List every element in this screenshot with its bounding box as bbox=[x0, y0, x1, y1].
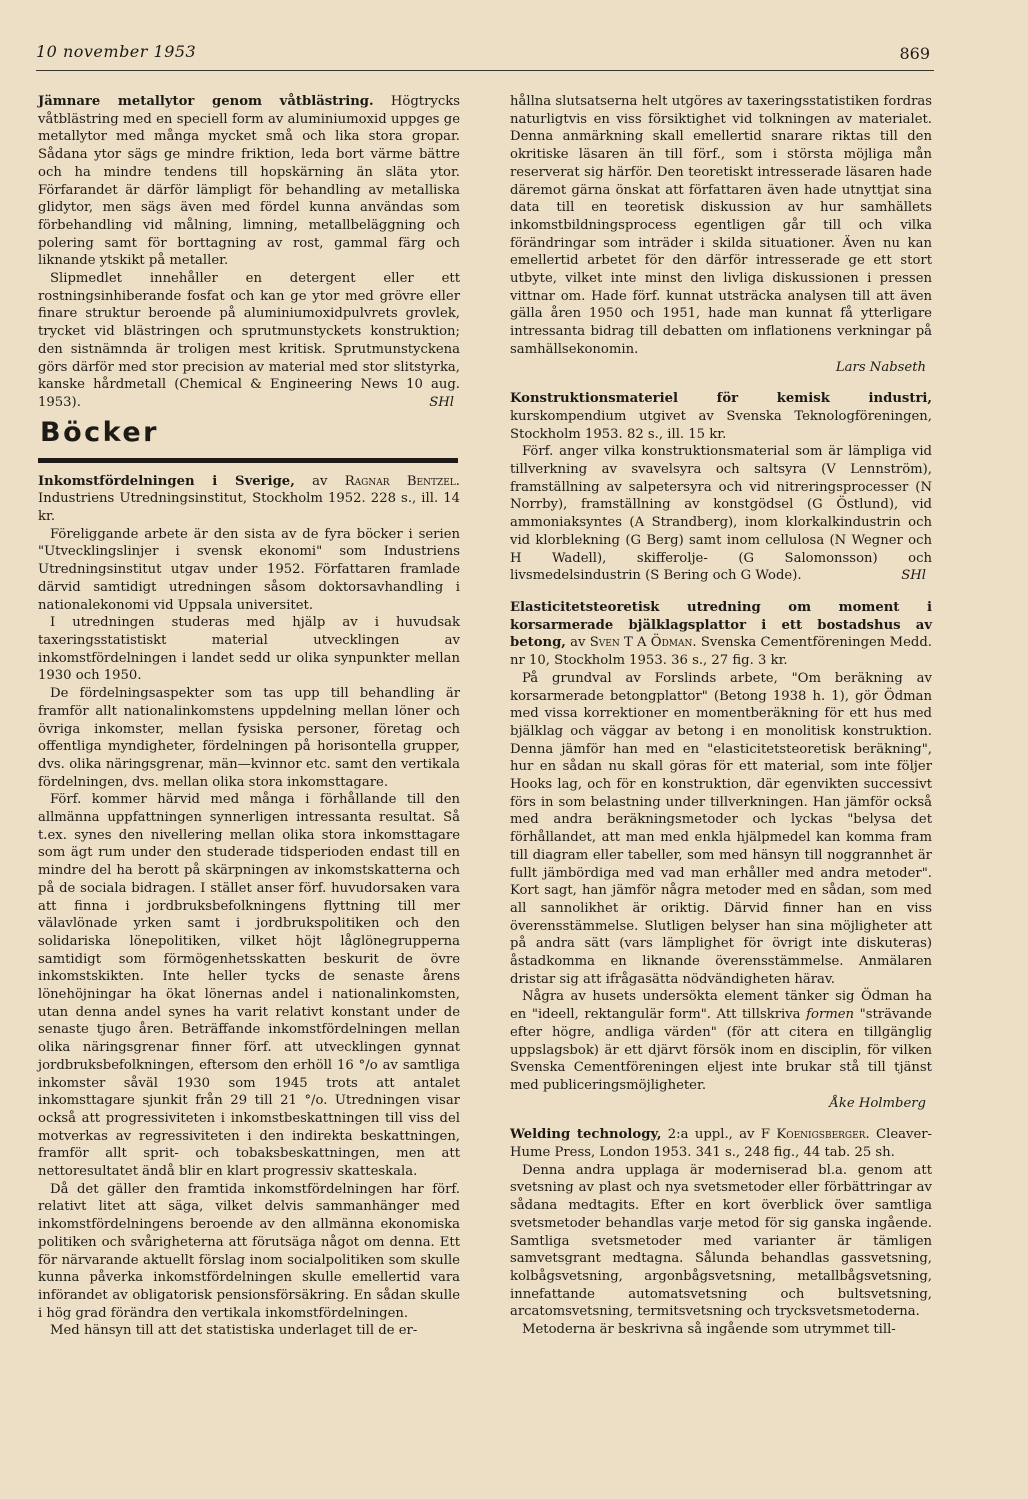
article-paragraph bbox=[38, 270, 460, 412]
book-publication: kurskompendium utgivet av Svenska Teknologföreningen, Stockholm 1953. 82 s., ill. 15 kr. bbox=[510, 408, 932, 442]
review-body: Förf. anger vilka konstruktionsmaterial som är lämpliga vid tillverkning av svavelsyra och saltsyra (V Lennström), framställning av salpetersyra och vid nitreringsprocesser (N Norrby), framställning av konstgödsel (G Östlund), vid ammoniaksyntes (A Strandberg), inom klorkalkindustrin och vid klorblekning (G Berg) samt inom cellulosa (N Wegner och H Wadell), skifferolje- (G Salomonsson) och livsmedelsindustrin (S Bering och G Wode). bbox=[510, 444, 932, 584]
emphasis: formen bbox=[806, 1007, 855, 1023]
review-paragraph: I utredningen studeras med hjälp av i huvudsak taxeringsstatistiskt material utvecklingen av inkomstfördelningen i landet sedd ur olika synpunkter mellan 1930 och 1950. bbox=[38, 615, 460, 684]
review-heading bbox=[510, 390, 932, 443]
byline-text: av bbox=[294, 473, 345, 489]
review-heading bbox=[510, 1126, 932, 1161]
review-paragraph: Föreliggande arbete är den sista av de fyra böcker i serien "Utvecklingslinjer i svensk ekonomi" som Industriens Utredningsinstitut utgav under 1952. Författaren framlade därvid samtidigt utredningen såsom doktorsavhandling i nationalekonomi vid Uppsala universitet. bbox=[38, 526, 460, 613]
page-number: 869 bbox=[899, 44, 930, 63]
page-header bbox=[36, 40, 934, 71]
review-paragraph: Med hänsyn till att det statistiska underlaget till de er- bbox=[50, 1323, 418, 1339]
article-body: Högtrycks våtblästring med en speciell form av aluminiumoxid uppges ge metallytor med många mycket små och lika stora gropar. Sådana ytor sägs ge mindre friktion, leda bort värme bättre och ha mindre tendens till hopskärning än släta ytor. Förfarandet är därför lämpligt för behandling av metalliska glidytor, men sägs även med fördel kunna användas som förbehandling vid målning, limning, metallbeläggning och polering samt för borttagning av rost, gammal färg och liknande ytskikt på metaller. bbox=[38, 94, 460, 269]
article-metal-surfaces bbox=[38, 93, 460, 270]
review-paragraph: Förf. kommer härvid med många i förhållande till den allmänna uppfattningen synnerligen intressanta resultat. Så t.ex. synes den nivellering mellan olika stora inkomsttagare som ägt rum under den studerade tidsperioden endast till en mindre del ha berott på skärpningen av inkomstskatterna och på de sociala bidragen. I stället anser förf. huvudorsaken vara att finna i jordbruksbefolkningens flyttning till mer välavlönade yrken samt i jordbrukspolitiken och den solidariska lönepolitiken, vilket höjt låglönegrupperna samtidigt som förmögenhetsskatten beskurit de övre inkomstskikten. Inte heller tycks de senaste årens lönehöjningar ha ökat lönernas andel i nationalinkomsten, utan denna andel synes ha varit relativt konstant under de senaste tjugo åren. Beträffande inkomstfördelningen mellan olika näringsgrenar finner förf. att utvecklingen gynnat jordbruksbefolkningen, eftersom den erhöll 16 °/o av samtliga inkomster såväl 1930 som 1945 trots att antalet inkomsttagare sjunkit från 29 till 21 °/o. Utredningen visar också att progressiviteten i inkomstbeskattningen till viss del motverkas av regressiviteten i den indirekta beskattningen, framför allt sprit- och tobaksbeskattningen, men att nettoresultatet ändå blir en klart progressiv skatteskala. bbox=[38, 792, 460, 1180]
review-paragraph bbox=[510, 988, 932, 1094]
book-author: Ragnar Bentzel bbox=[344, 473, 456, 489]
article-title: Jämnare metallytor genom våtblästring. bbox=[38, 94, 374, 109]
book-title: Elasticitetsteoretisk utredning om moment i korsarmerade bjälklagsplattor i ett bostadshus av betong, bbox=[510, 599, 932, 651]
review-signature: SHl bbox=[901, 568, 926, 584]
review-signature: Åke Holmberg bbox=[829, 1095, 926, 1111]
byline-text: av bbox=[565, 635, 590, 651]
book-title: Inkomstfördelningen i Sverige, bbox=[38, 473, 295, 489]
book-title: Welding technology, bbox=[510, 1127, 662, 1143]
review-heading bbox=[510, 599, 932, 670]
book-publication: . Cleaver-Hume Press, London 1953. 341 s., 248 fig., 44 tab. 25 sh. bbox=[510, 1127, 933, 1161]
section-heading: Böcker bbox=[40, 416, 159, 448]
article-signature: SHl bbox=[429, 394, 454, 410]
review-heading bbox=[38, 473, 460, 526]
review-paragraph: Denna andra upplaga är moderniserad bl.a. genom att svetsning av plast och nya svetsmetoder eller förbättringar av sådana medtagits. Efter en kort överblick över samtliga svetsmetoder behandlas varje metod för sig ganska ingående. Samtliga svetsmetoder med varianter är tämligen samvetsgrant medtagna. Sålunda behandlas gassvetsning, kolbågsvetsning, argonbågsvetsning, metallbågsvetsning, innefattande automatsvetsning och bultsvetsning, arcatomsvetsning, termitsvetsning och trycksvetsmetoderna. bbox=[510, 1162, 932, 1320]
review-body: Några av husets undersökta element tänker sig Ödman ha en "ideell, rektangulär form". Att tillskriva bbox=[510, 989, 932, 1023]
book-author: Koenigsberger bbox=[776, 1127, 866, 1143]
review-paragraph: De fördelningsaspekter som tas upp till behandling är framför allt nationalinkomstens uppdelning mellan löner och övriga inkomster, mellan fysiska personer, företag och offentliga myndigheter, fördelningen på horisontella grupper, dvs. olika näringsgrenar, män—kvinnor etc. samt den vertikala fördelningen, dvs. mellan olika stora inkomsttagare. bbox=[38, 686, 460, 790]
book-publication: . Industriens Utredningsinstitut, Stockholm 1952. 228 s., ill. 14 kr. bbox=[38, 473, 460, 525]
book-edition: 2:a uppl., av F bbox=[661, 1127, 777, 1143]
review-signature: Lars Nabseth bbox=[835, 359, 926, 375]
article-body: Slipmedlet innehåller en detergent eller ett rostningsinhiberande fosfat och kan ge ytor med grövre eller finare struktur beroende på aluminiumoxidpulvrets grovlek, trycket vid blästringen och sprutmunstyckets konstruktion; den sistnämnda är troligen mest kritisk. Sprutmunstyckena görs därför med stor precision av material med stor slitstyrka, kanske hårdmetall (Chemical & Engineering News 10 aug. 1953). bbox=[38, 271, 460, 410]
issue-date: 10 november 1953 bbox=[36, 42, 197, 61]
left-column bbox=[38, 93, 460, 1340]
review-body: "strävande efter högre, andliga värden" (för att citera en tillgänglig uppslagsbok) är ett djärvt försök inom en disciplin, för vilken Svenska Cementföreningen eljest inte brukar stå till tjänst med publiceringsmöjligheter. bbox=[510, 1007, 932, 1093]
review-paragraph: hållna slutsatserna helt utgöres av taxeringsstatistiken fordras naturligtvis en viss försiktighet vid tolkningen av materialet. Denna anmärkning skall emellertid snarare riktas till den okritiske läsaren än till förf., som i största möjliga mån reserverat sig härför. Den teoretiskt intresserade läsaren hade däremot gärna önskat att författaren även hade utnyttjat sina data till en teoretisk diskussion av hur samhällets inkomstbildningsprocess egentligen går till och vilka förändringar som inträder i skilda situationer. Även nu kan emellertid arbetet för den därför intresserade ge ett stort utbyte, vilket inte minst den livliga diskussionen i pressen vittnar om. Hade förf. kunnat utsträcka analysen till att även gälla åren 1950 och 1951, hade man kunnat få ytterligare intressanta bidrag till debatten om inflationens verkningar på samhällsekonomin. bbox=[510, 94, 932, 357]
review-paragraph bbox=[510, 443, 932, 585]
book-publication: . Svenska Cementföreningen Medd. nr 10, Stockholm 1953. 36 s., 27 fig. 3 kr. bbox=[510, 635, 932, 669]
review-paragraph: Metoderna är beskrivna så ingående som utrymmet till- bbox=[522, 1322, 896, 1338]
review-paragraph: På grundval av Forslinds arbete, "Om beräkning av korsarmerade betongplattor" (Betong 1938 h. 1), gör Ödman med vissa korrektioner en momentberäkning för ett hus med bjälklag och väggar av betong i en monolitisk konstruktion. Denna jämför han med en "elasticitetsteoretisk beräkning", hur en sådan nu skall göras för ett material, som inte följer Hooks lag, och för en konstruktion, där egenvikten successivt förs in som belastning under tillverkningen. Han jämför också med andra beräkningsmetoder och lyckas "belysa det förhållandet, att man med enkla hjälpmedel kan komma fram till diagram eller tabeller, som med hänsyn till noggrannhet är fullt jämbördiga med vad man erhåller med andra metoder". Kort sagt, han jämför några metoder med en sådan, som med all sannolikhet är oriktig. Därvid finner han en viss överensstämmelse. Slutligen belyser han sina möjligheter att på andra sätt (vars lämplighet för övrigt inte diskuteras) åstadkomma en liknande överensstämmelse. Anmälaren dristar sig att ifrågasätta nödvändigheten härav. bbox=[510, 670, 932, 987]
right-column bbox=[510, 93, 932, 1339]
book-title: Konstruktionsmateriel för kemisk industri, bbox=[510, 391, 932, 407]
review-paragraph: Då det gäller den framtida inkomstfördelningen har förf. relativt litet att säga, vilket delvis sammanhänger med inkomstfördelningens beroende av den allmänna ekonomiska politiken och svårigheterna att förutsäga något om denna. Ett för närvarande aktuellt förslag inom socialpolitiken som skulle kunna påverka inkomstfördelningen skulle emellertid vara införandet av obligatorisk pensionsförsäkring. En sådan skulle i hög grad förändra den vertikala inkomstfördelningen. bbox=[38, 1181, 460, 1321]
section-rule bbox=[38, 458, 458, 463]
book-author: Sven T A Ödman bbox=[589, 635, 693, 651]
